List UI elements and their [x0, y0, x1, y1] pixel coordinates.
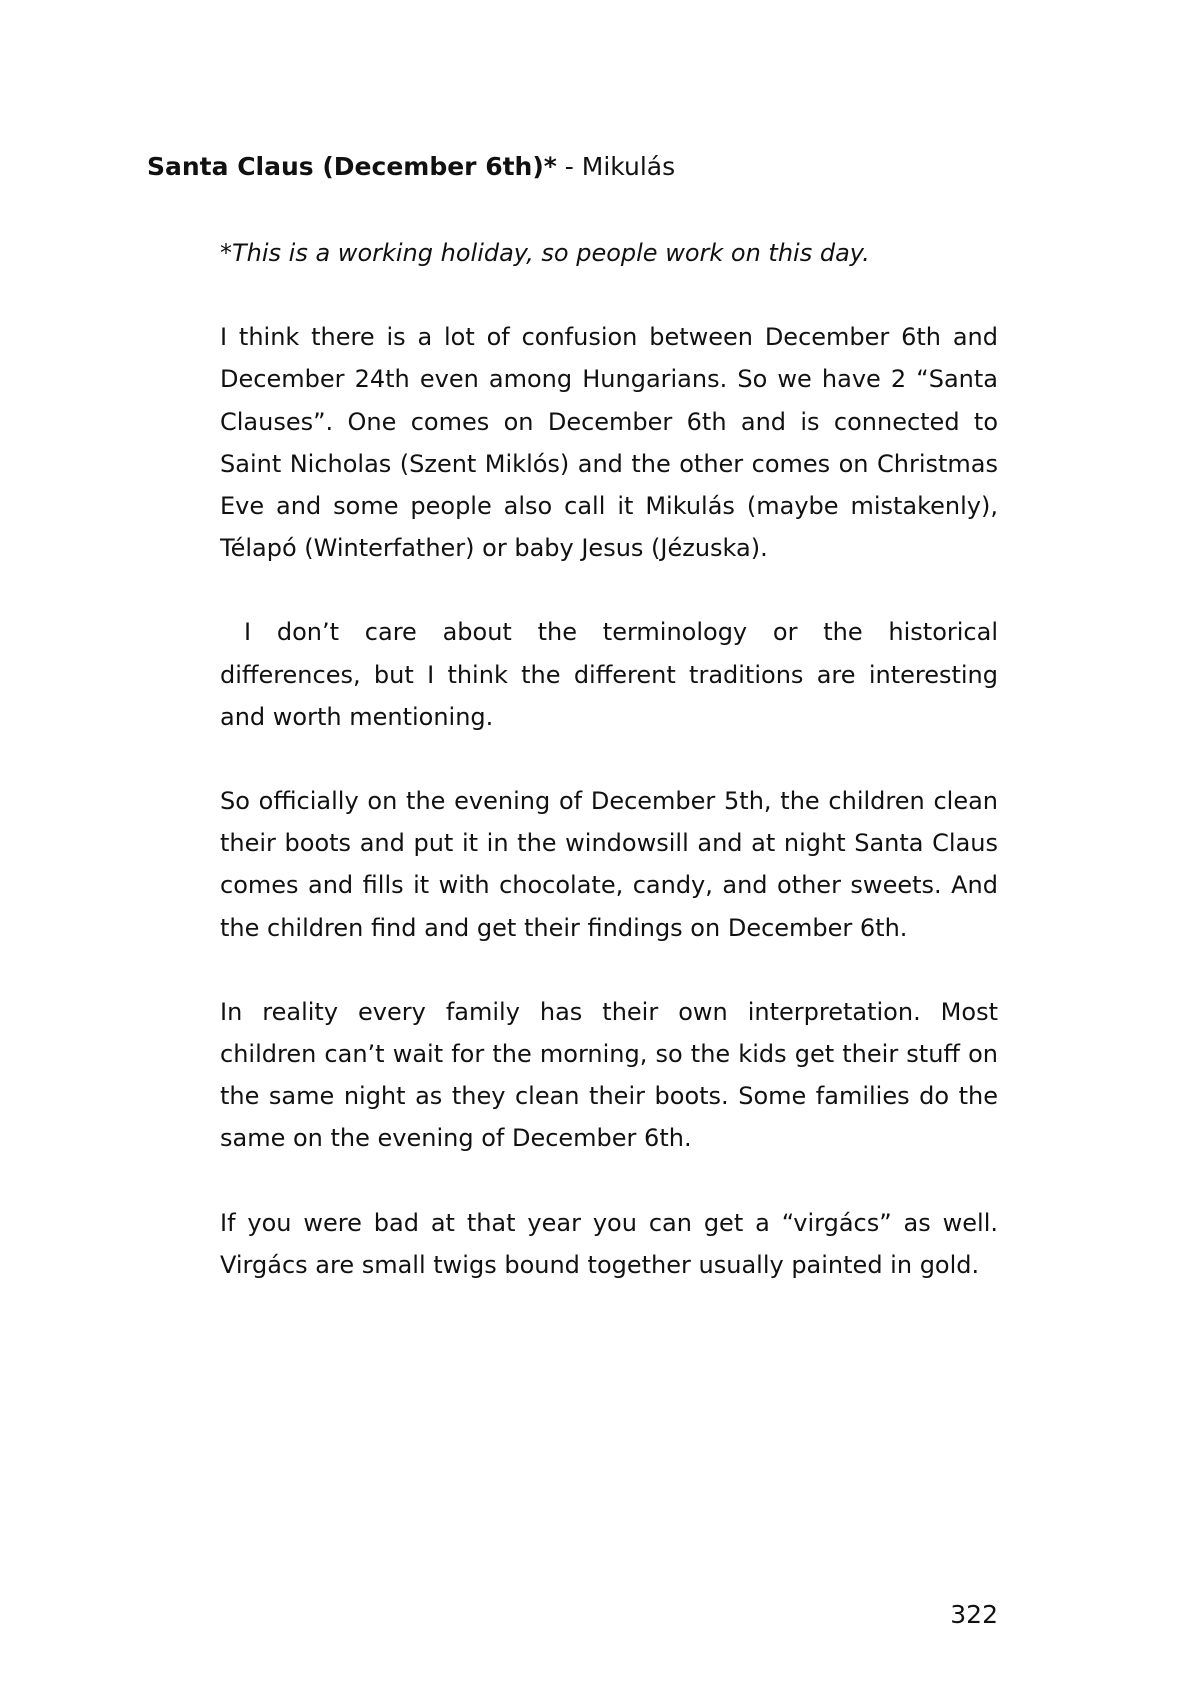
paragraph-terminology: I don’t care about the terminology or the historical differences, but I think the different traditions are interesting and worth mentioning.: [220, 618, 998, 731]
body-text: [220, 232, 998, 1328]
working-holiday-note: *This is a working holiday, so people work on this day.: [220, 239, 870, 267]
paragraph-tradition: So officially on the evening of December 5th, the children clean their boots and put it in the windowsill and at night Santa Claus comes and fills it with chocolate, candy, and other sweets. And the children find and get their findings on December 6th.: [220, 787, 998, 942]
section-heading: [147, 150, 675, 184]
heading-title: Santa Claus (December 6th)*: [147, 152, 557, 181]
paragraph-reality: In reality every family has their own interpretation. Most children can’t wait for the morning, so the kids get their stuff on the same night as they clean their boots. Some families do the same on the evening of December 6th.: [220, 997, 998, 1153]
paragraph-virgacs: If you were bad at that year you can get a “virgács” as well. Virgács are small twigs bound together usually painted in gold.: [220, 1208, 998, 1279]
page-number: 322: [950, 1600, 998, 1629]
heading-subtitle: - Mikulás: [556, 152, 676, 181]
paragraph-confusion: I think there is a lot of confusion between December 6th and December 24th even among Hungarians. So we have 2 “Santa Clauses”. One comes on December 6th and is connected to Saint Nicholas (Szent Miklós) and the other comes on Christmas Eve and some people also call it Mikulás (maybe mistakenly), Télapó (Winterfather) or baby Jesus (Jézuska).: [220, 323, 998, 563]
